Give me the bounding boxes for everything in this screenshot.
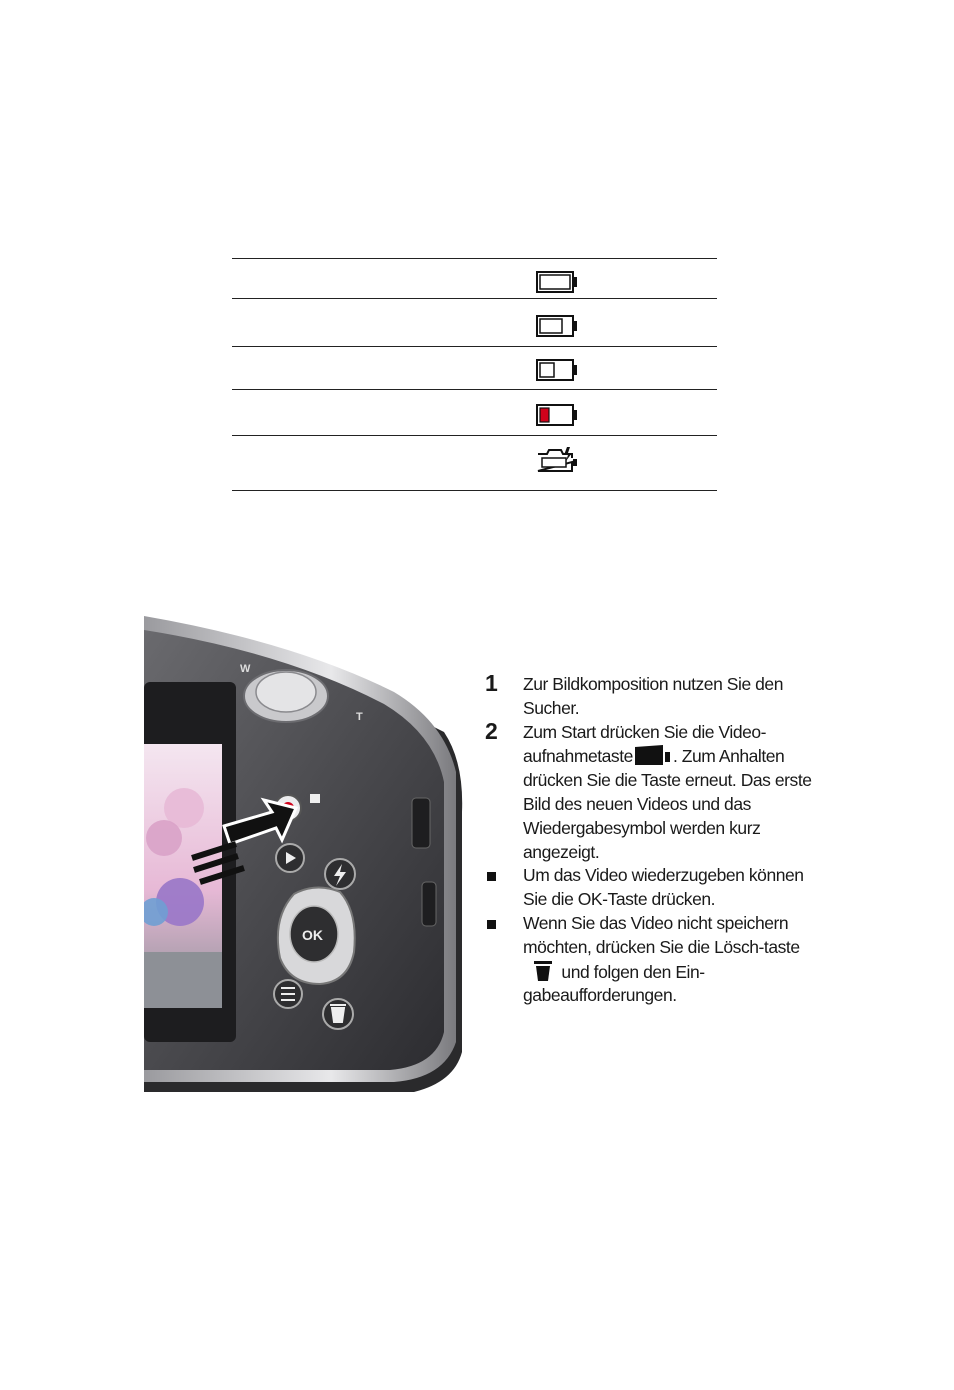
battery-row-low — [232, 389, 717, 435]
step-text: Zur Bildkomposition nutzen Sie den Sucher. — [523, 674, 783, 718]
battery-status-table — [232, 258, 717, 491]
instruction-bullet-2 — [484, 912, 814, 1008]
trash-icon — [531, 960, 555, 982]
zoom-t-label: T — [356, 711, 363, 723]
bullet-square — [487, 872, 496, 881]
camera-illustration — [144, 612, 466, 1094]
bullet-text-cont: und folgen den Ein-gabeaufforderungen. — [523, 961, 705, 1006]
battery-row-one-third — [232, 346, 717, 389]
usb-port — [412, 798, 430, 848]
battery-low-icon — [536, 404, 578, 426]
instruction-step-1 — [484, 670, 814, 721]
strap-slot — [422, 882, 436, 926]
step-text: Zum Start drücken Sie die Video-aufnahmetaste — [523, 721, 767, 767]
zoom-w-label: W — [240, 663, 251, 675]
bullet-square — [487, 920, 496, 929]
video-camera-small-icon — [310, 794, 320, 803]
instruction-bullet-1 — [484, 864, 814, 912]
shutter-button[interactable] — [256, 672, 316, 712]
bullet-text: Wenn Sie das Video nicht speichern möchten, drücken Sie die Lösch-taste — [523, 912, 800, 957]
screen-balloon — [146, 820, 182, 856]
battery-charging-icon — [536, 445, 578, 473]
step-text-cont: . Zum Anhalten drücken Sie die Taste erneut. Das erste Bild des neuen Videos und das Wiedergabesymbol werden kurz angezeigt. — [523, 746, 812, 862]
bullet-text: Um das Video wiederzugeben können Sie die OK-Taste drücken. — [523, 865, 804, 910]
video-camera-icon — [633, 744, 673, 766]
instructions — [484, 670, 814, 1008]
screen-street — [144, 952, 222, 1008]
step-number: 2 — [485, 717, 498, 744]
ok-label: OK — [302, 927, 323, 943]
battery-row-two-thirds — [232, 298, 717, 346]
battery-one-third-icon — [536, 359, 578, 381]
battery-row-charging — [232, 435, 717, 491]
battery-two-thirds-icon — [536, 315, 578, 337]
instruction-step-2 — [484, 717, 814, 865]
battery-row-full — [232, 258, 717, 298]
step-number: 1 — [485, 670, 498, 696]
battery-full-icon — [536, 271, 578, 293]
